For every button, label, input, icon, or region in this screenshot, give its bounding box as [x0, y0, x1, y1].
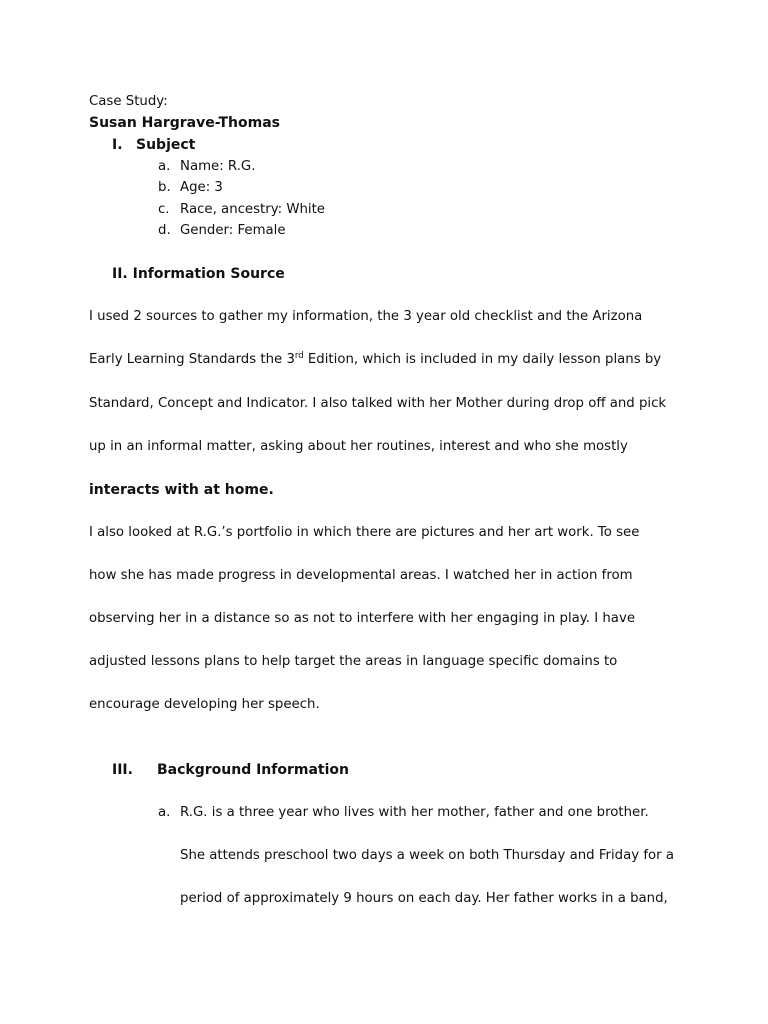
text-run: Early Learning Standards the 3: [89, 352, 295, 367]
paragraph-line: I also looked at R.G.’s portfolio in which there are pictures and her art work. To see: [89, 525, 640, 540]
paragraph-line: encourage developing her speech.: [89, 697, 320, 712]
subject-item-gender: [158, 223, 286, 238]
paragraph-line: interacts with at home.: [89, 482, 274, 498]
item-letter: a.: [158, 159, 171, 174]
case-study-label: Case Study:: [89, 94, 168, 109]
paragraph-line: how she has made progress in developmental areas. I watched her in action from: [89, 568, 633, 583]
paragraph-line: [89, 352, 661, 367]
subject-item-age: [158, 180, 223, 195]
paragraph-line: adjusted lessons plans to help target the areas in language specific domains to: [89, 654, 618, 669]
author-name: Susan Hargrave-Thomas: [89, 115, 280, 131]
item-letter: c.: [158, 202, 170, 217]
section-background-heading: [112, 762, 349, 778]
section-title: Subject: [136, 137, 196, 153]
paragraph-line: up in an informal matter, asking about her routines, interest and who she mostly: [89, 439, 628, 454]
paragraph-line: observing her in a distance so as not to interfere with her engaging in play. I have: [89, 611, 635, 626]
background-item-a: [158, 805, 649, 820]
item-letter: a.: [158, 805, 171, 820]
item-text: Age: 3: [180, 180, 223, 195]
section-numeral: III.: [112, 762, 133, 778]
item-text: R.G. is a three year who lives with her mother, father and one brother.: [180, 805, 649, 820]
paragraph-line: Standard, Concept and Indicator. I also talked with her Mother during drop off and pick: [89, 396, 667, 411]
section-title: Background Information: [157, 762, 350, 778]
section-numeral: I.: [112, 137, 123, 153]
item-letter: d.: [158, 223, 171, 238]
text-run: Edition, which is included in my daily lesson plans by: [303, 352, 662, 367]
item-text: Name: R.G.: [180, 159, 256, 174]
section-subject-heading: [112, 137, 195, 153]
superscript: rd: [294, 351, 304, 361]
paragraph-line: I used 2 sources to gather my information, the 3 year old checklist and the Arizona: [89, 309, 643, 324]
paragraph-line: She attends preschool two days a week on both Thursday and Friday for a: [180, 848, 675, 863]
subject-item-race: [158, 202, 325, 217]
subject-item-name: [158, 159, 255, 174]
section-information-source-heading: II. Information Source: [112, 266, 285, 282]
item-text: Gender: Female: [180, 223, 286, 238]
item-text: Race, ancestry: White: [180, 202, 325, 217]
paragraph-line: period of approximately 9 hours on each day. Her father works in a band,: [180, 891, 668, 906]
item-letter: b.: [158, 180, 171, 195]
